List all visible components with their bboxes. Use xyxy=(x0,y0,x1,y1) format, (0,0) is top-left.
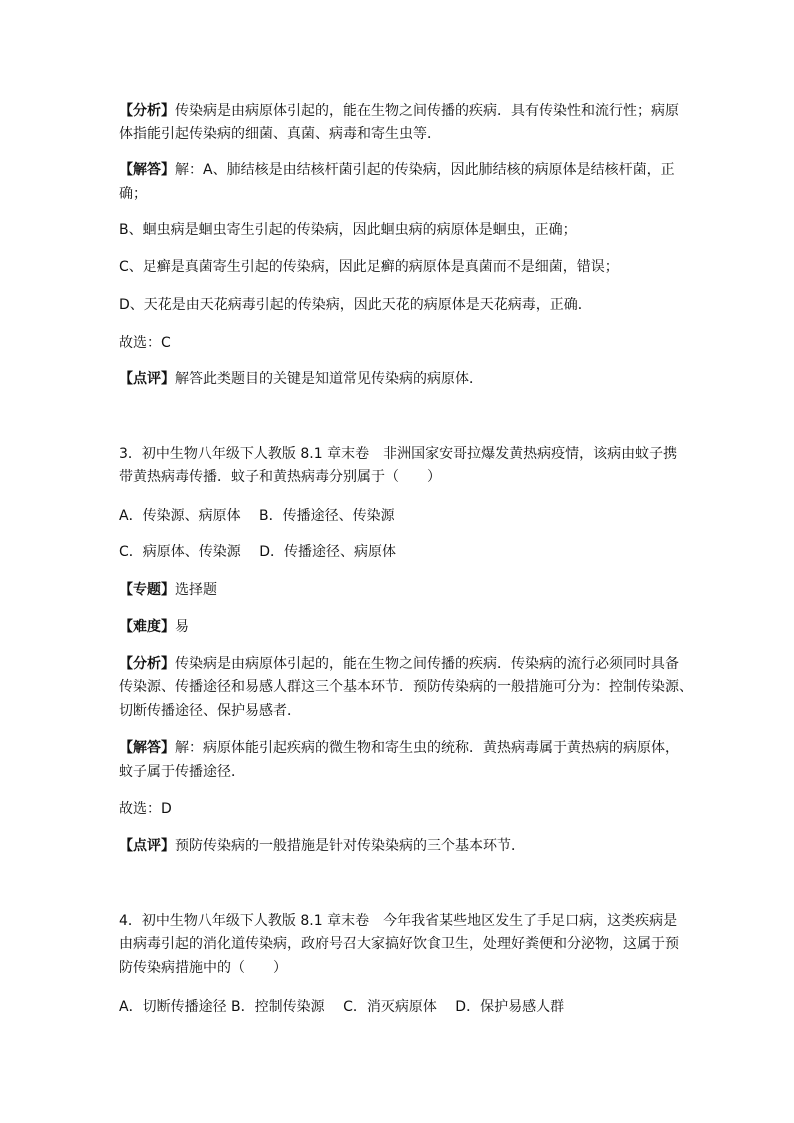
answer-line xyxy=(119,160,675,180)
comment-text: 解答此类题目的关键是知道常见传染病的病原体． xyxy=(175,371,483,387)
analysis-line xyxy=(119,101,679,121)
comment-tag: 【点评】 xyxy=(119,838,175,854)
question-options: A．传染源、病原体 B．传播途径、传染源 xyxy=(119,508,395,524)
analysis-text: 传染病是由病原体引起的，能在生物之间传播的疾病．具有传染性和流行性；病原 xyxy=(175,103,679,119)
comment-line xyxy=(119,836,525,856)
analysis-tag: 【分析】 xyxy=(119,103,175,119)
question-stem: 3．初中生物八年级下人教版 8.1 章末卷 非洲国家安哥拉爆发黄热病疫情，该病由蚊子携 xyxy=(119,446,678,462)
answer-line: B、蛔虫病是蛔虫寄生引起的传染病，因此蛔虫病的病原体是蛔虫，正确； xyxy=(119,222,577,238)
answer-line: C、足癣是真菌寄生引起的传染病，因此足癣的病原体是真菌而不是细菌，错误； xyxy=(119,259,619,275)
answer-line: 蚊子属于传播途径． xyxy=(119,764,245,780)
analysis-line: 体指能引起传染病的细菌、真菌、病毒和寄生虫等． xyxy=(119,126,441,142)
answer-tag: 【解答】 xyxy=(119,162,175,178)
analysis-line xyxy=(119,654,679,674)
comment-text: 预防传染病的一般措施是针对传染染病的三个基本环节． xyxy=(175,838,525,854)
question-options: A．切断传播途径 B．控制传染源 C．消灭病原体 D．保护易感人群 xyxy=(119,999,565,1015)
answer-text: 解：A、肺结核是由结核杆菌引起的传染病，因此肺结核的病原体是结核杆菌，正 xyxy=(175,162,675,178)
answer-tag: 【解答】 xyxy=(119,740,175,756)
analysis-line: 切断传播途径、保护易感者． xyxy=(119,703,301,719)
answer-line: 确； xyxy=(119,186,147,202)
comment-tag: 【点评】 xyxy=(119,371,175,387)
question-stem: 由病毒引起的消化道传染病，政府号召大家搞好饮食卫生，处理好粪便和分泌物，这属于预 xyxy=(119,936,679,952)
answer-line xyxy=(119,738,679,758)
question-stem: 带黄热病毒传播．蚊子和黄热病毒分别属于（ ） xyxy=(119,469,441,485)
answer-line: D、天花是由天花病毒引起的传染病，因此天花的病原体是天花病毒，正确． xyxy=(119,297,592,313)
difficulty-text: 易 xyxy=(175,619,189,635)
analysis-text: 传染病是由病原体引起的，能在生物之间传播的疾病．传染病的流行必须同时具备 xyxy=(175,656,679,672)
analysis-tag: 【分析】 xyxy=(119,656,175,672)
topic-tag: 【专题】 xyxy=(119,582,175,598)
comment-line xyxy=(119,369,483,389)
choice-line: 故选：C xyxy=(119,335,171,351)
choice-line: 故选：D xyxy=(119,801,172,817)
difficulty-line xyxy=(119,617,189,637)
difficulty-tag: 【难度】 xyxy=(119,619,175,635)
topic-text: 选择题 xyxy=(175,582,217,598)
question-stem: 防传染病措施中的（ ） xyxy=(119,960,287,976)
answer-text: 解：病原体能引起疾病的微生物和寄生虫的统称．黄热病毒属于黄热病的病原体， xyxy=(175,740,679,756)
topic-line xyxy=(119,580,217,600)
analysis-line: 传染源、传播途径和易感人群这三个基本环节．预防传染病的一般措施可分为：控制传染源、 xyxy=(119,679,693,695)
question-stem: 4．初中生物八年级下人教版 8.1 章末卷 今年我省某些地区发生了手足口病，这类疾病是 xyxy=(119,913,678,929)
question-options: C．病原体、传染源 D．传播途径、病原体 xyxy=(119,544,397,560)
